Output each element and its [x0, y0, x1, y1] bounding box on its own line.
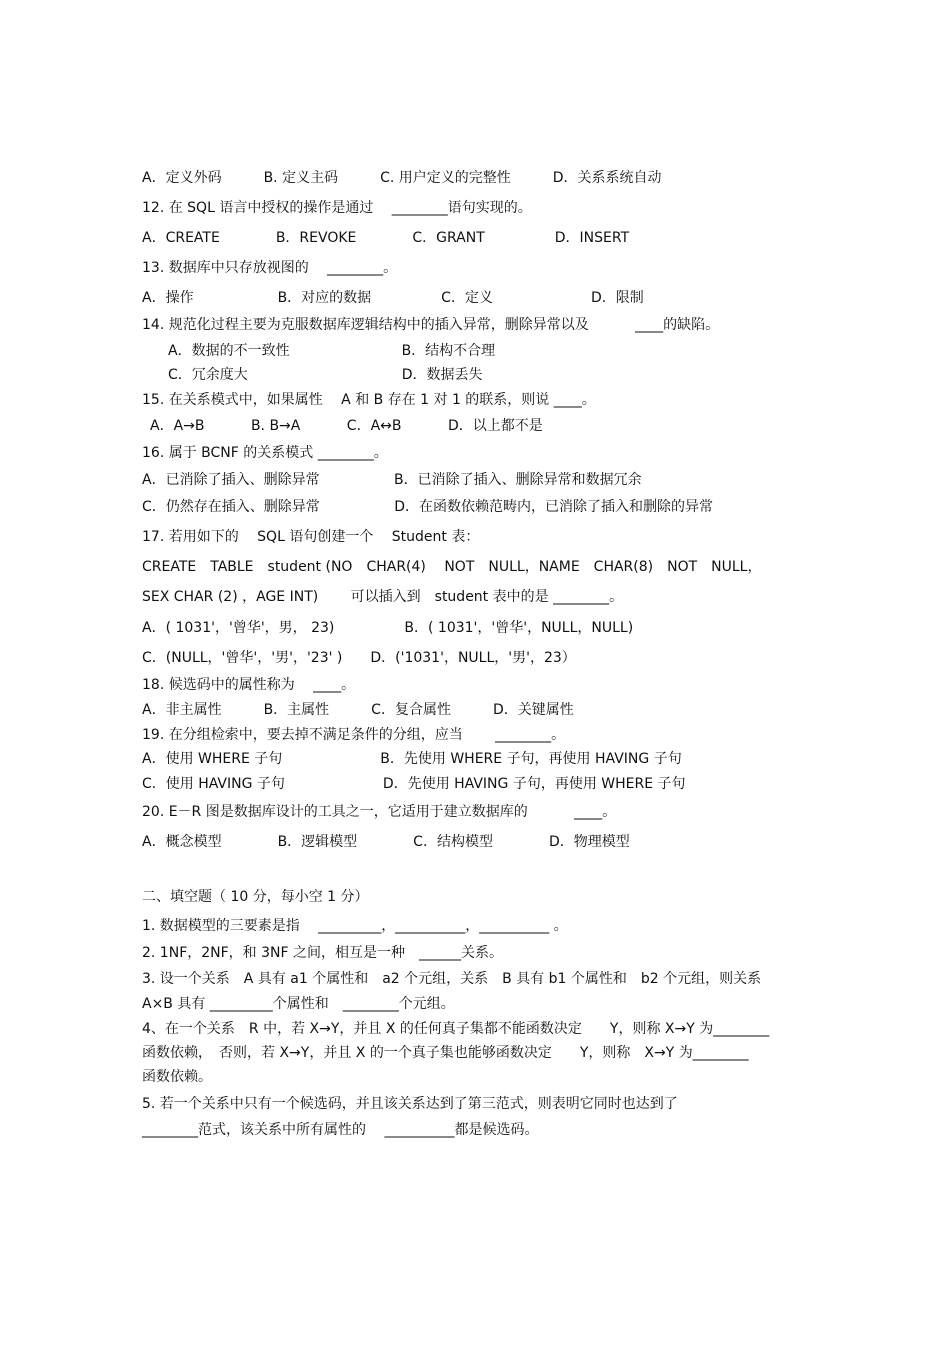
fill-q2: 2. 1NF，2NF，和 3NF 之间，相互是一种 ______关系。 — [142, 945, 504, 961]
q18-options: A．非主属性 B．主属性 C．复合属性 D．关键属性 — [142, 702, 574, 718]
q18-stem: 18. 候选码中的属性称为 ____。 — [142, 677, 356, 693]
q13-options: A．操作 B．对应的数据 C．定义 D．限制 — [142, 290, 644, 306]
q14-options-row2: C．冗余度大 D．数据丢失 — [168, 367, 483, 383]
q20-stem: 20. E－R 图是数据库设计的工具之一，它适用于建立数据库的 ____。 — [142, 804, 617, 820]
q16-options-row2: C．仍然存在插入、删除异常 D．在函数依赖范畴内，已消除了插入和删除的异常 — [142, 499, 714, 515]
q17-options-row1: A．( 1031'，'曾华'，男， 23) B．( 1031'，'曾华'，NULL，NULL) — [142, 620, 634, 636]
q17-sql-line2: SEX CHAR (2) ，AGE INT) 可以插入到 student 表中的是 ________。 — [142, 589, 624, 605]
q19-options-row2: C．使用 HAVING 子句 D．先使用 HAVING 子句，再使用 WHERE 子句 — [142, 776, 686, 792]
fill-q3-line2: A×B 具有 _________个属性和 ________个元组。 — [142, 996, 455, 1012]
q11-options: A．定义外码 B. 定义主码 C. 用户定义的完整性 D．关系系统自动 — [142, 170, 662, 186]
q15-options: A．A→B B. B→A C．A↔B D．以上都不是 — [150, 418, 543, 434]
q16-stem: 16. 属于 BCNF 的关系模式 ________。 — [142, 445, 388, 461]
fill-q1: 1. 数据模型的三要素是指 _________，__________，__________ 。 — [142, 918, 568, 934]
q17-options-row2: C．(NULL，'曾华'，'男'，'23' ) D．('1031'，NULL，'男'，23） — [142, 650, 576, 666]
q12-stem: 12. 在 SQL 语言中授权的操作是通过 ________语句实现的。 — [142, 200, 532, 216]
q17-sql-line1: CREATE TABLE student (NO CHAR(4) NOT NULL，NAME CHAR(8) NOT NULL， — [142, 559, 762, 575]
q16-options-row1: A．已消除了插入、删除异常 B．已消除了插入、删除异常和数据冗余 — [142, 472, 642, 488]
q19-stem: 19. 在分组检索中，要去掉不满足条件的分组，应当 ________。 — [142, 727, 566, 743]
fill-q5-line1: 5. 若一个关系中只有一个候选码，并且该关系达到了第三范式，则表明它同时也达到了 — [142, 1096, 678, 1112]
q14-options-row1: A．数据的不一致性 B．结构不合理 — [168, 343, 496, 359]
q12-options: A．CREATE B．REVOKE C．GRANT D．INSERT — [142, 230, 630, 246]
fill-q4-line2: 函数依赖， 否则，若 X→Y，并且 X 的一个真子集也能够函数决定 Y，则称 X→Y 为________ — [142, 1045, 749, 1061]
q20-options: A．概念模型 B．逻辑模型 C．结构模型 D．物理模型 — [142, 834, 630, 850]
fill-q3-line1: 3. 设一个关系 A 具有 a1 个属性和 a2 个元组，关系 B 具有 b1 个属性和 b2 个元组，则关系 — [142, 971, 762, 987]
q19-options-row1: A．使用 WHERE 子句 B．先使用 WHERE 子句，再使用 HAVING 子句 — [142, 751, 682, 767]
q13-stem: 13. 数据库中只存放视图的 ________。 — [142, 260, 398, 276]
q17-stem: 17. 若用如下的 SQL 语句创建一个 Student 表： — [142, 529, 480, 545]
fill-q5-line2: ________范式，该关系中所有属性的 __________都是候选码。 — [142, 1122, 539, 1138]
section2-title: 二、填空题（ 10 分，每小空 1 分） — [142, 889, 369, 905]
q14-stem: 14. 规范化过程主要为克服数据库逻辑结构中的插入异常，删除异常以及 ____的缺陷。 — [142, 317, 720, 333]
fill-q4-line3: 函数依赖。 — [142, 1069, 212, 1085]
q15-stem: 15. 在关系模式中，如果属性 A 和 B 存在 1 对 1 的联系，则说 ____。 — [142, 392, 596, 408]
fill-q4-line1: 4、在一个关系 R 中，若 X→Y，并且 X 的任何真子集都不能函数决定 Y，则称 X→Y 为________ — [142, 1021, 770, 1037]
